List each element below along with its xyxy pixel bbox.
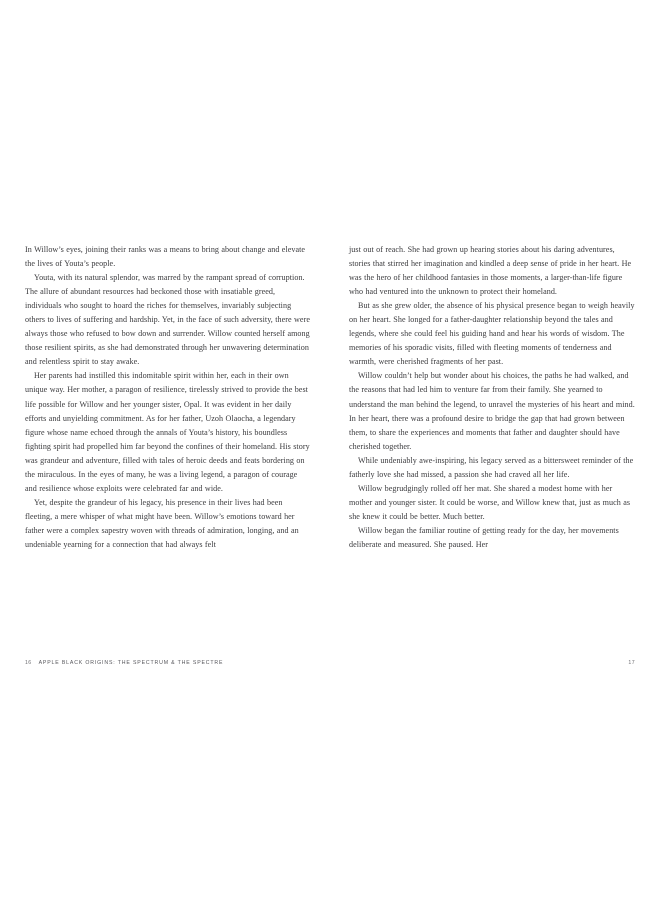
running-footer: [25, 657, 635, 669]
paragraph: Youta, with its natural splendor, was marred by the rampant spread of corruption. The allure of abundant resources had beckoned those with insatiable greed, individuals who sought to hoard the riches for themselves, invariably subjecting others to lives of suffering and hardship. Yet, in the face of such adversity, there were always those who refused to bow down and surrender. Willow counted herself among those resilient spirits, as she had demonstrated through her unwavering determination and relentless spirit to stay awake.: [25, 273, 310, 367]
paragraph: Her parents had instilled this indomitable spirit within her, each in their own unique way. Her mother, a paragon of resilience, tirelessly strived to provide the best life possible for Willow and her younger sister, Opal. It was evident in her daily efforts and unyielding commitment. As for her father, Uzoh Olaocha, a legendary figure whose name echoed through the annals of Youta’s history, his boundless fighting spirit had propelled him far beyond the confines of their homeland. His story was grandeur and adventure, filled with tales of heroic deeds and feats bordering on the miraculous. In the eyes of many, he was a living legend, a paragon of courage and resilience whose exploits were celebrated far and wide.: [25, 371, 310, 493]
footer-left-group: [25, 660, 223, 666]
paragraph: Willow couldn’t help but wonder about his choices, the paths he had walked, and the reasons that had led him to venture far from their family. She yearned to understand the man behind the legend, to unravel the mysteries of his heart and mind. In her heart, there was a profound desire to bridge the gap that had grown between them, to share the experiences and moments that father and daughter should have cherished together.: [349, 371, 635, 451]
paragraph: In Willow’s eyes, joining their ranks was a means to bring about change and elevate the lives of Youta’s people.: [25, 245, 306, 269]
text-columns: [25, 243, 635, 552]
running-title: APPLE BLACK ORIGINS: THE SPECTRUM & THE SPECTRE: [38, 660, 224, 666]
left-page-column: [25, 243, 311, 552]
paragraph: Yet, despite the grandeur of his legacy, his presence in their lives had been fleeting, a mere whisper of what might have been. Willow’s emotions toward her father were a complex sapestry woven with threads of admiration, longing, and an undeniable yearning for a connection that had always felt: [25, 497, 299, 549]
paragraph: Willow began the familiar routine of getting ready for the day, her movements deliberate and measured. She paused. Her: [349, 525, 619, 549]
paragraph: While undeniably awe-inspiring, his legacy served as a bittersweet reminder of the fatherly love she had missed, a passion she had craved all her life.: [349, 455, 634, 479]
paragraph: just out of reach. She had grown up hearing stories about his daring adventures, stories that stirred her imagination and kindled a deep sense of pride in her heart. He was the hero of her childhood fantasies in those moments, a larger-than-life figure who had ventured into the unknown to protect their homeland.: [349, 245, 632, 297]
page-number-right: 17: [628, 660, 635, 666]
page-number-left: 16: [25, 660, 32, 666]
paragraph: But as she grew older, the absence of his physical presence began to weigh heavily on her heart. She longed for a father-daughter relationship beyond the tales and legends, where she could feel his guiding hand and hear his words of wisdom. The memories of his sporadic visits, filled with fleeting moments of tenderness and warmth, were cherished fragments of her past.: [349, 301, 635, 367]
right-page-column: [349, 243, 635, 552]
paragraph: Willow begrudgingly rolled off her mat. She shared a modest home with her mother and younger sister. It could be worse, and Willow knew that, just as much as she knew it could be better. Much better.: [349, 483, 631, 521]
